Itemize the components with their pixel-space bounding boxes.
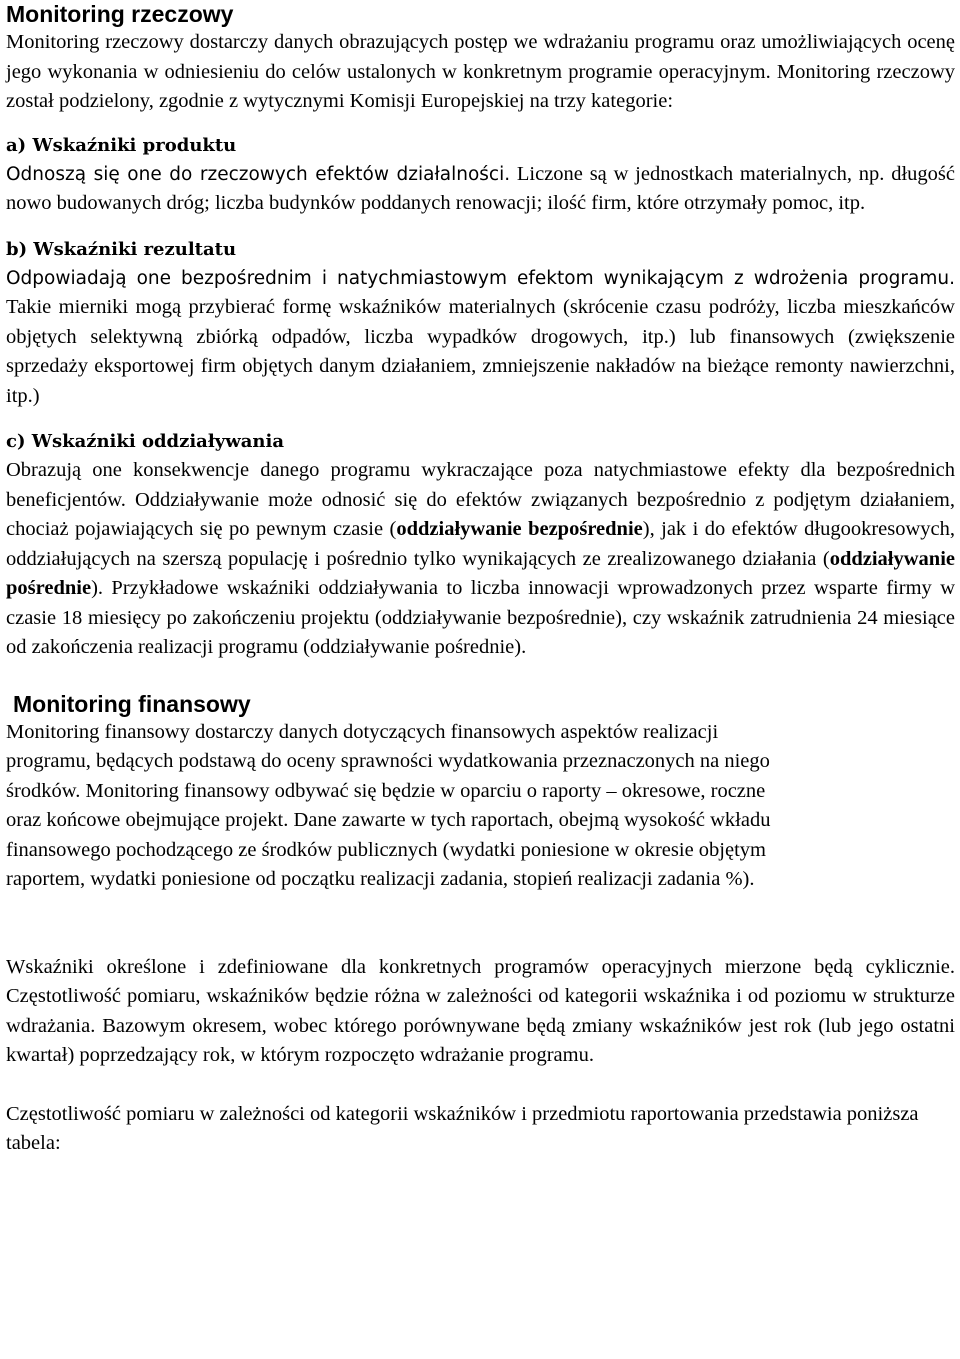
category-a-text-part1: Odnoszą się one do rzeczowych efektów działalności. — [6, 163, 511, 185]
category-c-bold-direct: oddziaływanie bezpośrednie — [396, 518, 643, 540]
category-b-text-part1: Odpowiadają one bezpośrednim i natychmiastowym efektom wynikającym z wdrożenia programu. — [6, 267, 955, 289]
category-a-text-part2: Liczone są w jednostkach materialnych, np. długość nowo budowanych dróg; liczba budynków poddanych renowacji; ilość firm, które otrzymały pomoc, itp. — [6, 162, 955, 214]
section2-paragraph — [6, 718, 955, 895]
category-b-heading: b) Wskaźniki rezultatu — [6, 238, 237, 260]
category-c-bold-indirect: oddziaływanie pośrednie — [6, 547, 955, 599]
section2-line-1: Monitoring finansowy dostarczy danych dotyczących finansowych aspektów realizacji — [6, 720, 719, 743]
category-c-heading: c) Wskaźniki oddziaływania — [6, 431, 284, 452]
section-title-monitoring-finansowy: Monitoring finansowy — [13, 690, 251, 717]
category-a-heading: a) Wskaźniki produktu — [6, 134, 237, 156]
category-c-text-part2: ), jak i do efektów długookresowych, oddziałujących na szerszą populację i pośrednio tylko wynikających ze zrealizowanego działania ( — [6, 518, 956, 570]
category-b-text-part2: Takie mierniki mogą przybierać formę wskaźników materialnych (skrócenie czasu podróży, liczba mieszkańców objętych selektywną zbiórką odpadów, liczba wypadków drogowych, itp.) lub finansowych (zwiększenie sprzedaży eksportowej firm objętych danym działaniem, zmniejszenie nakładów na bieżące remonty nawierzchni, itp.) — [6, 296, 955, 407]
section2-line-6: raportem, wydatki poniesione od początku realizacji zadania, stopień realizacji zadania %). — [6, 868, 755, 890]
category-a-text — [6, 160, 955, 219]
section2-line-2: programu, będących podstawą do oceny sprawności wydatkowania przeznaczonych na niego — [6, 750, 770, 772]
section2-line-4: oraz końcowe obejmujące projekt. Dane zawarte w tych raportach, obejmą wysokość wkładu — [6, 809, 771, 831]
table-intro-paragraph: Częstotliwość pomiaru w zależności od kategorii wskaźników i przedmiotu raportowania przedstawia poniższa tabela: — [6, 1102, 919, 1154]
category-c-text-part3: ). Przykładowe wskaźniki oddziaływania to liczba innowacji wprowadzonych przez wsparte firmy w czasie 18 miesięcy po zakończeniu projektu (oddziaływanie bezpośrednie), czy wskaźnik zatrudnienia 24 miesiące od zakończenia realizacji programu (oddziaływanie pośrednie). — [6, 577, 955, 658]
section-title-monitoring-rzeczowy: Monitoring rzeczowy — [6, 1, 234, 27]
measurement-frequency-paragraph: Wskaźniki określone i zdefiniowane dla konkretnych programów operacyjnych mierzone będą cyklicznie. Częstotliwość pomiaru, wskaźników będzie różna w zależności od kategorii wskaźnika i od poziomu w strukturze wdrażania. Bazowym okresem, wobec którego porównywane będą zmiany wskaźników jest rok (lub jego ostatni kwartał) poprzedzający rok, w którym rozpoczęto wdrażanie programu. — [6, 955, 955, 1066]
category-c-text — [6, 456, 955, 663]
category-c-text-part1: Obrazują one konsekwencje danego programu wykraczające poza natychmiastowe efekty dla bezpośrednich beneficjentów. Oddziaływanie może odnosić się do efektów związanych bezpośrednio z podjętym działaniem, chociaż pojawiających się po pewnym czasie ( — [6, 459, 955, 540]
section1-intro: Monitoring rzeczowy dostarczy danych obrazujących postęp we wdrażaniu programu oraz umożliwiających ocenę jego wykonania w odniesieniu do celów ustalonych w konkretnym programie operacyjnym. Monitoring rzeczowy został podzielony, zgodnie z wytycznymi Komisji Europejskiej na trzy kategorie: — [6, 31, 955, 112]
category-b-text — [6, 264, 955, 412]
section2-line-5: finansowego pochodzącego ze środków publicznych (wydatki poniesione w okresie objętym — [6, 838, 766, 861]
section2-line-3: środków. Monitoring finansowy odbywać się będzie w oparciu o raporty – okresowe, roczne — [6, 779, 766, 802]
